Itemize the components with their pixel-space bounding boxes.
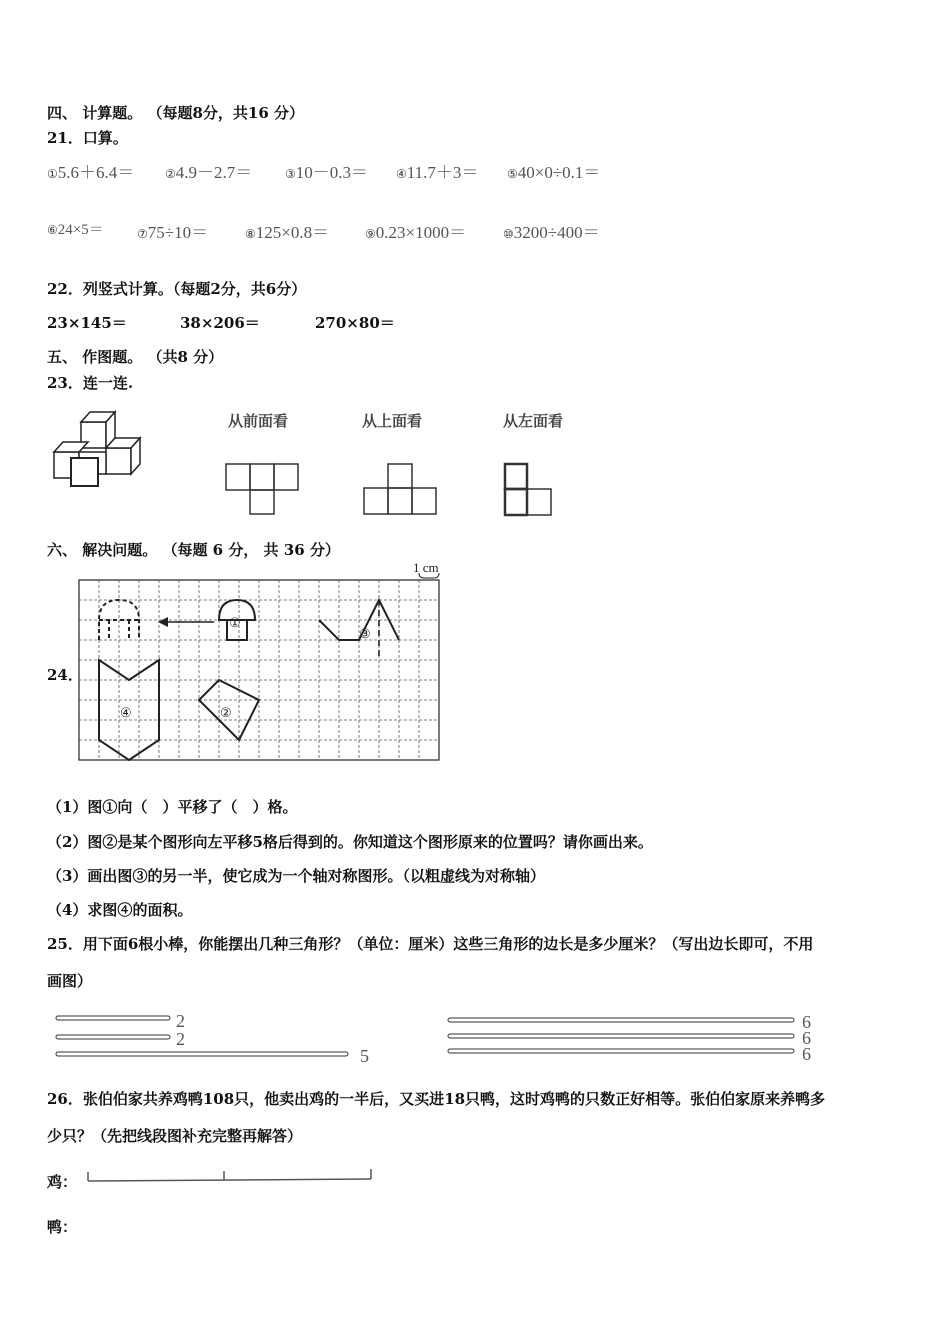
stick-length-label: 6 — [802, 1012, 811, 1032]
cube-stack-figure — [48, 408, 148, 492]
calc-item-9: ⑨0.23×1000＝ — [365, 223, 467, 242]
section-5-title: 五、 作图题。 （共8 分） — [47, 348, 224, 366]
calc-item-5: ⑤40×0÷0.1＝ — [507, 163, 601, 182]
figure-2-label: ② — [220, 705, 232, 720]
figure-3-label: ③ — [359, 626, 371, 641]
question-22-title: 22．列竖式计算。（每题2分，共6分） — [47, 280, 307, 298]
sticks-left — [50, 1008, 380, 1066]
section-4-title: 四、 计算题。 （每题8分，共16 分） — [47, 104, 304, 122]
question-21-title: 21．口算。 — [47, 129, 128, 147]
calc-item-8: ⑧125×0.8＝ — [245, 223, 330, 242]
duck-label: 鸭： — [47, 1218, 78, 1236]
question-26-line2: 少只？（先把线段图补充完整再解答） — [47, 1127, 303, 1145]
view-label-left: 从左面看 — [503, 412, 564, 430]
chicken-segment — [84, 1166, 376, 1186]
stick-length-label: 2 — [176, 1029, 185, 1049]
q24-grid-figure — [76, 556, 444, 766]
calc-item-6: ⑥24×5＝ — [47, 222, 104, 238]
q24-item-1: （1）图①向（ ）平移了（ ）格。 — [47, 798, 298, 816]
vertical-calc-2: 38×206＝ — [180, 314, 260, 332]
calc-item-10: ⑩3200÷400＝ — [503, 223, 600, 242]
left-view-shape — [500, 460, 556, 518]
unit-label: 1 cm — [413, 560, 439, 575]
question-25-line2: 画图） — [47, 972, 93, 990]
q24-item-2: （2）图②是某个图形向左平移5格后得到的。你知道这个图形原来的位置吗？请你画出来。 — [47, 833, 653, 851]
chicken-label: 鸡： — [47, 1173, 78, 1191]
view-label-front: 从前面看 — [228, 412, 289, 430]
calc-item-1: ①5.6＋6.4＝ — [47, 163, 135, 182]
vertical-calc-3: 270×80＝ — [315, 314, 395, 332]
q24-item-3: （3）画出图③的另一半，使它成为一个轴对称图形。（以粗虚线为对称轴） — [47, 867, 545, 885]
front-view-shape — [220, 460, 305, 518]
calc-item-4: ④11.7＋3＝ — [396, 163, 479, 182]
figure-4-label: ④ — [120, 705, 132, 720]
question-23-title: 23．连一连. — [47, 374, 134, 392]
calc-item-7: ⑦75÷10＝ — [137, 223, 209, 242]
stick-length-label: 5 — [360, 1046, 369, 1066]
stick-length-label: 6 — [802, 1028, 811, 1048]
calc-item-2: ②4.9－2.7＝ — [165, 163, 253, 182]
q24-item-4: （4）求图④的面积。 — [47, 901, 193, 919]
stick-length-label: 6 — [802, 1044, 811, 1064]
question-24-number: 24． — [47, 666, 83, 684]
vertical-calc-1: 23×145＝ — [47, 314, 127, 332]
question-26-line1: 26．张伯伯家共养鸡鸭108只，他卖出鸡的一半后，又买进18只鸭，这时鸡鸭的只数正好相等。张伯伯家原来养鸭多 — [47, 1090, 826, 1108]
sticks-right — [442, 1008, 822, 1066]
view-label-top: 从上面看 — [362, 412, 423, 430]
top-view-shape — [358, 460, 443, 518]
figure-1-label: ① — [229, 615, 241, 630]
section-6-title: 六、 解决问题。 （每题 6 分， 共 36 分） — [47, 541, 340, 559]
calc-item-3: ③10－0.3＝ — [285, 163, 369, 182]
question-25-line1: 25．用下面6根小棒，你能摆出几种三角形？（单位：厘米）这些三角形的边长是多少厘米？（写出边长即可，不用 — [47, 935, 814, 953]
stick-length-label: 2 — [176, 1011, 185, 1031]
